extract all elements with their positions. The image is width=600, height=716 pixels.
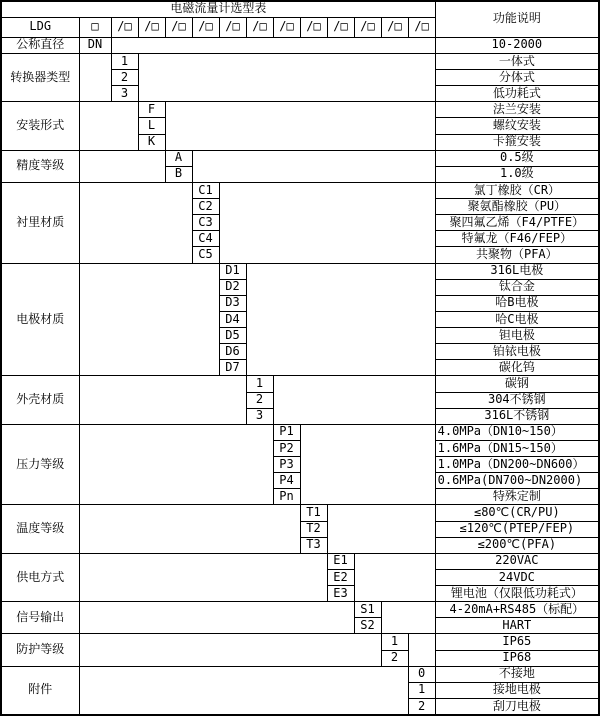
option-desc-cell: 10-2000	[435, 37, 599, 53]
section-label-protection: 防护等级	[1, 634, 79, 666]
spacer-cell	[79, 53, 111, 101]
section-label-signal-output: 信号输出	[1, 602, 79, 634]
option-code-cell: T2	[300, 521, 327, 537]
model-slot-12: /□	[408, 17, 435, 37]
option-code-cell: 3	[111, 86, 138, 102]
option-desc-cell: 1.6MPa（DN15~150）	[435, 440, 599, 456]
model-slot-7: /□	[273, 17, 300, 37]
option-desc-cell: 0.5级	[435, 150, 599, 166]
option-code-cell: 1	[381, 634, 408, 650]
model-slot-11: /□	[381, 17, 408, 37]
option-desc-cell: 氯丁橡胶（CR）	[435, 182, 599, 198]
spacer-cell	[219, 182, 435, 263]
option-desc-cell: 共聚物（PFA）	[435, 247, 599, 263]
option-code-cell: D5	[219, 328, 246, 344]
option-code-cell: P1	[273, 424, 300, 440]
option-desc-cell: 刮刀电极	[435, 698, 599, 715]
option-desc-cell: 不接地	[435, 666, 599, 682]
spacer-cell	[354, 553, 435, 601]
option-desc-cell: 220VAC	[435, 553, 599, 569]
option-code-cell: B	[165, 166, 192, 182]
spacer-cell	[79, 424, 273, 505]
option-desc-cell: 聚氨酯橡胶（PU）	[435, 199, 599, 215]
function-column-header: 功能说明	[435, 1, 599, 37]
section-label-power-supply: 供电方式	[1, 553, 79, 601]
model-slot-6: /□	[246, 17, 273, 37]
option-desc-cell: 1.0MPa（DN200~DN600）	[435, 457, 599, 473]
section-label-accuracy: 精度等级	[1, 150, 79, 182]
spacer-cell	[79, 634, 381, 666]
option-code-cell: C1	[192, 182, 219, 198]
option-code-cell: Pn	[273, 489, 300, 505]
spacer-cell	[273, 376, 435, 424]
spacer-cell	[246, 263, 435, 376]
option-desc-cell: 碳化钨	[435, 360, 599, 376]
spacer-cell	[79, 602, 354, 634]
option-desc-cell: HART	[435, 618, 599, 634]
page-title: 电磁流量计选型表	[1, 1, 435, 17]
option-code-cell: P2	[273, 440, 300, 456]
model-base-slot: □	[79, 17, 111, 37]
spacer-cell	[79, 376, 246, 424]
option-desc-cell: 哈B电极	[435, 295, 599, 311]
model-slot-10: /□	[354, 17, 381, 37]
option-code-cell: E2	[327, 569, 354, 585]
option-code-cell: S2	[354, 618, 381, 634]
option-code-cell: 2	[111, 70, 138, 86]
section-label-liner: 衬里材质	[1, 182, 79, 263]
option-code-cell: 2	[246, 392, 273, 408]
spacer-cell	[79, 150, 165, 182]
option-desc-cell: 聚四氟乙烯（F4/PTFE）	[435, 215, 599, 231]
model-prefix: LDG	[1, 17, 79, 37]
option-code-cell: T3	[300, 537, 327, 553]
option-code-cell: C5	[192, 247, 219, 263]
option-code-cell: 1	[408, 682, 435, 698]
option-code-cell: P3	[273, 457, 300, 473]
section-label-temperature: 温度等级	[1, 505, 79, 553]
option-code-cell: C4	[192, 231, 219, 247]
option-code-cell: 0	[408, 666, 435, 682]
option-desc-cell: ≤80℃(CR/PU)	[435, 505, 599, 521]
spacer-cell	[327, 505, 435, 553]
section-label-pressure: 压力等级	[1, 424, 79, 505]
model-slot-4: /□	[192, 17, 219, 37]
section-label-electrode: 电极材质	[1, 263, 79, 376]
spacer-cell	[138, 53, 435, 101]
option-desc-cell: 0.6MPa(DN700~DN2000)	[435, 473, 599, 489]
option-desc-cell: 法兰安装	[435, 102, 599, 118]
option-desc-cell: 304不锈钢	[435, 392, 599, 408]
spacer-cell	[408, 634, 435, 666]
option-code-cell: S1	[354, 602, 381, 618]
option-code-cell: A	[165, 150, 192, 166]
model-slot-5: /□	[219, 17, 246, 37]
option-code-cell: 1	[246, 376, 273, 392]
spacer-cell	[79, 505, 300, 553]
option-code-cell: D6	[219, 344, 246, 360]
section-label-housing: 外壳材质	[1, 376, 79, 424]
spacer-cell	[300, 424, 435, 505]
option-desc-cell: 24VDC	[435, 569, 599, 585]
option-desc-cell: IP68	[435, 650, 599, 666]
option-code-cell: C3	[192, 215, 219, 231]
option-code-cell: D7	[219, 360, 246, 376]
option-desc-cell: 4.0MPa（DN10~150）	[435, 424, 599, 440]
option-desc-cell: 特氟龙（F46/FEP）	[435, 231, 599, 247]
model-slot-3: /□	[165, 17, 192, 37]
option-code-cell: DN	[79, 37, 111, 53]
option-code-cell: E1	[327, 553, 354, 569]
option-code-cell: T1	[300, 505, 327, 521]
option-desc-cell: 4-20mA+RS485（标配）	[435, 602, 599, 618]
model-slot-8: /□	[300, 17, 327, 37]
option-desc-cell: 316L不锈钢	[435, 408, 599, 424]
option-code-cell: 1	[111, 53, 138, 69]
spacer-cell	[79, 263, 219, 376]
option-desc-cell: 316L电极	[435, 263, 599, 279]
option-code-cell: D3	[219, 295, 246, 311]
option-desc-cell: 分体式	[435, 70, 599, 86]
option-desc-cell: ≤200℃(PFA)	[435, 537, 599, 553]
option-code-cell: P4	[273, 473, 300, 489]
section-label-converter-type: 转换器类型	[1, 53, 79, 101]
spacer-cell	[111, 37, 435, 53]
option-desc-cell: 螺纹安装	[435, 118, 599, 134]
option-code-cell: E3	[327, 586, 354, 602]
option-code-cell: 2	[408, 698, 435, 715]
section-label-accessories: 附件	[1, 666, 79, 715]
option-desc-cell: 卡箍安装	[435, 134, 599, 150]
option-code-cell: C2	[192, 199, 219, 215]
option-desc-cell: 锂电池（仅限低功耗式）	[435, 586, 599, 602]
option-code-cell: D1	[219, 263, 246, 279]
option-desc-cell: 钽电极	[435, 328, 599, 344]
spacer-cell	[79, 666, 408, 715]
option-desc-cell: 接地电极	[435, 682, 599, 698]
spacer-cell	[79, 553, 327, 601]
option-desc-cell: 低功耗式	[435, 86, 599, 102]
option-code-cell: L	[138, 118, 165, 134]
option-desc-cell: 钛合金	[435, 279, 599, 295]
option-desc-cell: 碳钢	[435, 376, 599, 392]
option-code-cell: F	[138, 102, 165, 118]
spacer-cell	[381, 602, 435, 634]
option-desc-cell: 1.0级	[435, 166, 599, 182]
spacer-cell	[79, 182, 192, 263]
spacer-cell	[165, 102, 435, 150]
option-desc-cell: 特殊定制	[435, 489, 599, 505]
option-code-cell: D4	[219, 311, 246, 327]
option-desc-cell: IP65	[435, 634, 599, 650]
option-desc-cell: 铂铱电极	[435, 344, 599, 360]
spacer-cell	[79, 102, 138, 150]
option-code-cell: 3	[246, 408, 273, 424]
option-desc-cell: 哈C电极	[435, 311, 599, 327]
option-code-cell: K	[138, 134, 165, 150]
model-slot-2: /□	[138, 17, 165, 37]
section-label-installation: 安装形式	[1, 102, 79, 150]
option-desc-cell: 一体式	[435, 53, 599, 69]
spacer-cell	[192, 150, 435, 182]
section-label-diameter: 公称直径	[1, 37, 79, 53]
option-code-cell: D2	[219, 279, 246, 295]
model-slot-1: /□	[111, 17, 138, 37]
option-desc-cell: ≤120℃(PTEP/FEP)	[435, 521, 599, 537]
model-slot-9: /□	[327, 17, 354, 37]
option-code-cell: 2	[381, 650, 408, 666]
